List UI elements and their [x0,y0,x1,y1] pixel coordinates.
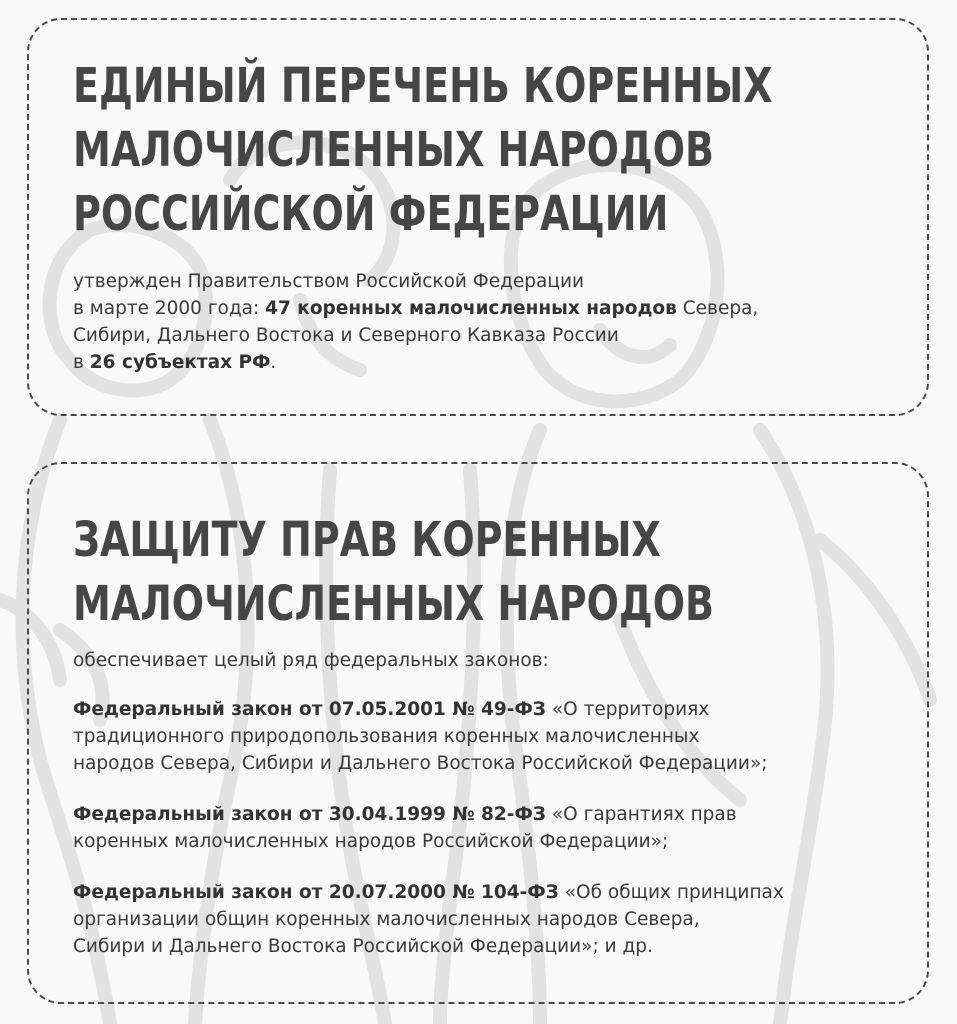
federal-law-reference: Федеральный закон от 30.04.1999 № 82-ФЗ [73,804,546,825]
federal-law-title: «О территориях [545,699,710,720]
section1-text-fragment: в марте 2000 года: [73,298,266,319]
section1-title-line: МАЛОЧИСЛЕННЫХ НАРОДОВ [73,122,714,178]
section1-text-fragment: Севера, [676,298,759,319]
federal-law-title: «О гарантиях прав [545,804,737,825]
federal-law-item [73,801,903,855]
rights-protection-card [27,462,929,1004]
section2-title-line: ЗАЩИТУ ПРАВ КОРЕННЫХ [73,512,661,568]
section2-title-line: МАЛОЧИСЛЕННЫХ НАРОДОВ [73,576,714,632]
section2-intro: обеспечивает целый ряд федеральных законов: [73,650,549,671]
federal-law-title: традиционного природопользования коренных малочисленных [73,726,700,747]
section1-text-fragment: . [270,352,277,373]
section1-title-line: ЕДИНЫЙ ПЕРЕЧЕНЬ КОРЕННЫХ [73,58,773,114]
section1-description [73,268,893,376]
federal-law-reference: Федеральный закон от 20.07.2000 № 104-ФЗ [73,882,559,903]
peoples-count-highlight: 47 коренных малочисленных народов [265,298,677,319]
federal-law-title: «Об общих принципах [558,882,784,903]
federal-law-title: народов Севера, Сибири и Дальнего Востока Российской Федерации»; [73,753,768,774]
section2-title [73,508,714,636]
federal-law-title: коренных малочисленных народов Российской Федерации»; [73,831,669,852]
federal-law-title: организации общин коренных малочисленных народов Севера, [73,909,700,930]
federal-law-item [73,879,903,960]
indigenous-peoples-list-card [27,18,929,416]
section1-title [73,54,773,246]
subjects-count-highlight: 26 субъектах РФ [89,352,271,373]
federal-law-title: Сибири и Дальнего Востока Российской Федерации»; и др. [73,936,653,957]
section1-text-line: Сибири, Дальнего Востока и Северного Кавказа России [73,325,619,346]
federal-law-item [73,696,903,777]
federal-law-reference: Федеральный закон от 07.05.2001 № 49-ФЗ [73,699,546,720]
section1-title-line: РОССИЙСКОЙ ФЕДЕРАЦИИ [73,186,669,242]
section1-text-line: утвержден Правительством Российской Федерации [73,271,585,292]
section1-text-fragment: в [73,352,90,373]
